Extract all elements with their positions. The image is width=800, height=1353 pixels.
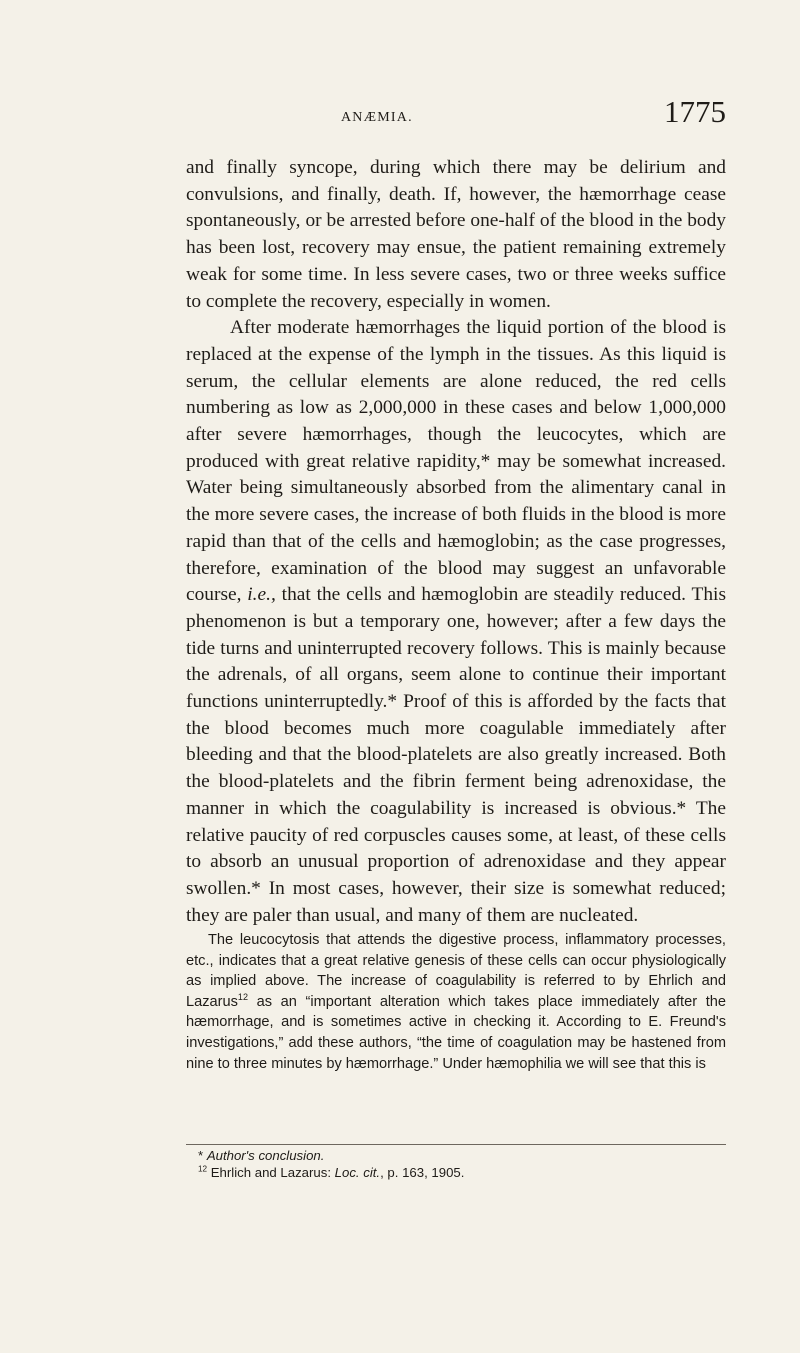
paragraph-2-text-b: that the cells and hæmoglobin are steadily reduced. This phenomenon is but a temporary one, however; after a few days the tide turns and uninterrupted recovery follows. This is mainly because the adrenals, of all organs, seem alone to continue their important functions uninterruptedly.* Proof of this is afforded by the facts that the blood becomes much more coagulable immediately after bleeding and that the blood-platelets are also greatly increased. Both the blood-platelets and the fibrin ferment being adrenoxidase, the manner in which the coagulability is increased is obvious.* The relative paucity of red corpuscles causes some, at least, of these cells to absorb an unusual proportion of adrenoxidase and they appear swollen.* In most cases, however, their size is somewhat reduced; they are paler than usual, and many of them are nucleated.: [186, 584, 726, 926]
footnote-12-mark: 12: [198, 1164, 208, 1174]
footnote-12: [198, 1165, 726, 1182]
paragraph-1-text: and finally syncope, during which there may be delirium and convulsions, and finally, death. If, however, the hæmorrhage cease spontaneously, or be arrested before one-half of the blood in the body has been lost, recovery may ensue, the patient remaining extremely weak for some time. In less severe cases, two or three weeks suffice to complete the recovery, especially in women.: [186, 157, 726, 312]
running-title: ANÆMIA.: [341, 110, 413, 125]
footnote-12-loc-cit: Loc. cit.: [334, 1164, 381, 1180]
footnote-star-text: Author's conclusion.: [206, 1148, 325, 1163]
paragraph-2: [186, 315, 726, 929]
footnote-12-text-b: , p. 163, 1905.: [380, 1164, 465, 1180]
note-text-b: as an “important alteration which takes place immediately after the hæmorrhage, and is sometimes active in checking it. According to E. Freund's investigations,” add these authors, “the time of coagulation may be hastened from nine to three minutes by hæmorrhage.” Under hæmophilia we will see that this is: [186, 993, 726, 1072]
small-print-note: [186, 930, 726, 1074]
footnotes: [186, 1144, 726, 1181]
note-text-a: The leucocytosis that attends the digestive process, inflammatory processes, etc., indicates that a great relative genesis of these cells can occur physiologically as implied above. The increase of coagulability is referred to by Ehrlich and Lazarus: [186, 932, 726, 1010]
paragraph-1: [186, 155, 726, 315]
paragraph-2-ie: i.e.,: [247, 584, 276, 606]
footnote-12-text-a: Ehrlich and Lazarus:: [210, 1164, 335, 1180]
page-header: [186, 94, 726, 134]
paragraph-2-text-a: After moderate hæmorrhages the liquid portion of the blood is replaced at the expense of the lymph in the tissues. As this liquid is serum, the cellular elements are alone reduced, the red cells numbering as low as 2,000,000 in these cases and below 1,000,000 after severe hæmorrhages, though the leucocytes, which are produced with great relative rapidity,* may be somewhat increased. Water being simultaneously absorbed from the alimentary canal in the more severe cases, the increase of both fluids in the blood is more rapid than that of the cells and hæmoglobin; as the case progresses, therefore, examination of the blood may suggest an unfavorable course,: [186, 317, 726, 606]
note-reference-12: 12: [237, 991, 248, 1002]
page-number: 1775: [664, 94, 726, 129]
footnote-star: [198, 1148, 726, 1165]
main-text: [186, 155, 726, 929]
footnote-star-mark: *: [198, 1148, 204, 1163]
